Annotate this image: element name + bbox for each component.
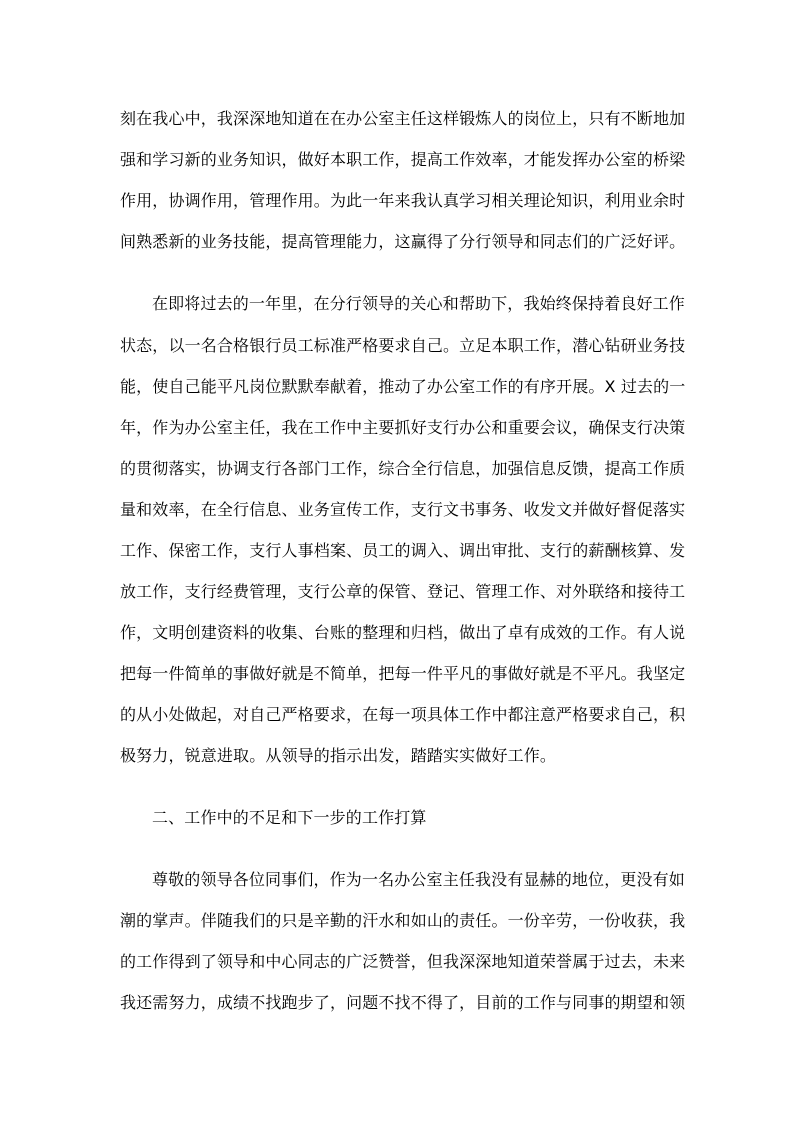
paragraph-2-line-1: 在即将过去的一年里，在分行领导的关心和帮助下，我始终保持着良好工作 [152, 294, 685, 313]
paragraph-2-line-4: 年，作为办公室主任，我在工作中主要抓好支行办公和重要会议，确保支行决策 [120, 418, 686, 437]
paragraph-3-line-4: 我还需努力，成绩不找跑步了，问题不找不得了，目前的工作与同事的期望和领 [120, 993, 686, 1012]
paragraph-1-line-4: 间熟悉新的业务技能，提高管理能力，这赢得了分行领导和同志们的广泛好评。 [120, 232, 686, 251]
paragraph-2-line-2: 状态，以一名合格银行员工标准严格要求自己。立足本职工作，潜心钻研业务技 [120, 336, 686, 355]
paragraph-2-line-3: 能，使自己能平凡岗位默默奉献着，推动了办公室工作的有序开展。X 过去的一 [120, 377, 686, 396]
paragraph-2-line-5: 的贯彻落实，协调支行各部门工作，综合全行信息，加强信息反馈，提高工作质 [120, 459, 686, 478]
paragraph-3-line-1: 尊敬的领导各位同事们，作为一名办公室主任我没有显赫的地位，更没有如 [152, 870, 685, 889]
paragraph-2-line-8: 放工作，支行经费管理，支行公章的保管、登记、管理工作、对外联络和接待工 [120, 582, 686, 601]
paragraph-1-line-3: 作用，协调作用，管理作用。为此一年来我认真学习相关理论知识，利用业余时 [120, 191, 686, 210]
paragraph-2-line-12: 极努力，锐意进取。从领导的指示出发，踏踏实实做好工作。 [120, 746, 557, 765]
paragraph-2-line-6: 量和效率，在全行信息、业务宣传工作，支行文书事务、收发文并做好督促落实 [120, 500, 686, 519]
paragraph-2-line-10: 把每一件简单的事做好就是不简单，把每一件平凡的事做好就是不平凡。我坚定 [120, 664, 686, 683]
paragraph-1-line-1: 刻在我心中，我深深地知道在在办公室主任这样锻炼人的岗位上，只有不断地加 [120, 109, 686, 128]
paragraph-3-line-3: 的工作得到了领导和中心同志的广泛赞誉，但我深深地知道荣誉属于过去，未来 [120, 952, 686, 971]
section-heading: 二、工作中的不足和下一步的工作打算 [152, 808, 427, 827]
paragraph-2-line-11: 的从小处做起，对自己严格要求，在每一项具体工作中都注意严格要求自己，积 [120, 705, 686, 724]
paragraph-2-line-9: 作，文明创建资料的收集、台账的整理和归档，做出了卓有成效的工作。有人说 [120, 623, 686, 642]
paragraph-3-line-2: 潮的掌声。伴随我们的只是辛勤的汗水和如山的责任。一份辛劳，一份收获，我 [120, 911, 686, 930]
paragraph-1-line-2: 强和学习新的业务知识，做好本职工作，提高工作效率，才能发挥办公室的桥梁 [120, 150, 686, 169]
paragraph-2-line-7: 工作、保密工作，支行人事档案、员工的调入、调出审批、支行的薪酬核算、发 [120, 541, 686, 560]
